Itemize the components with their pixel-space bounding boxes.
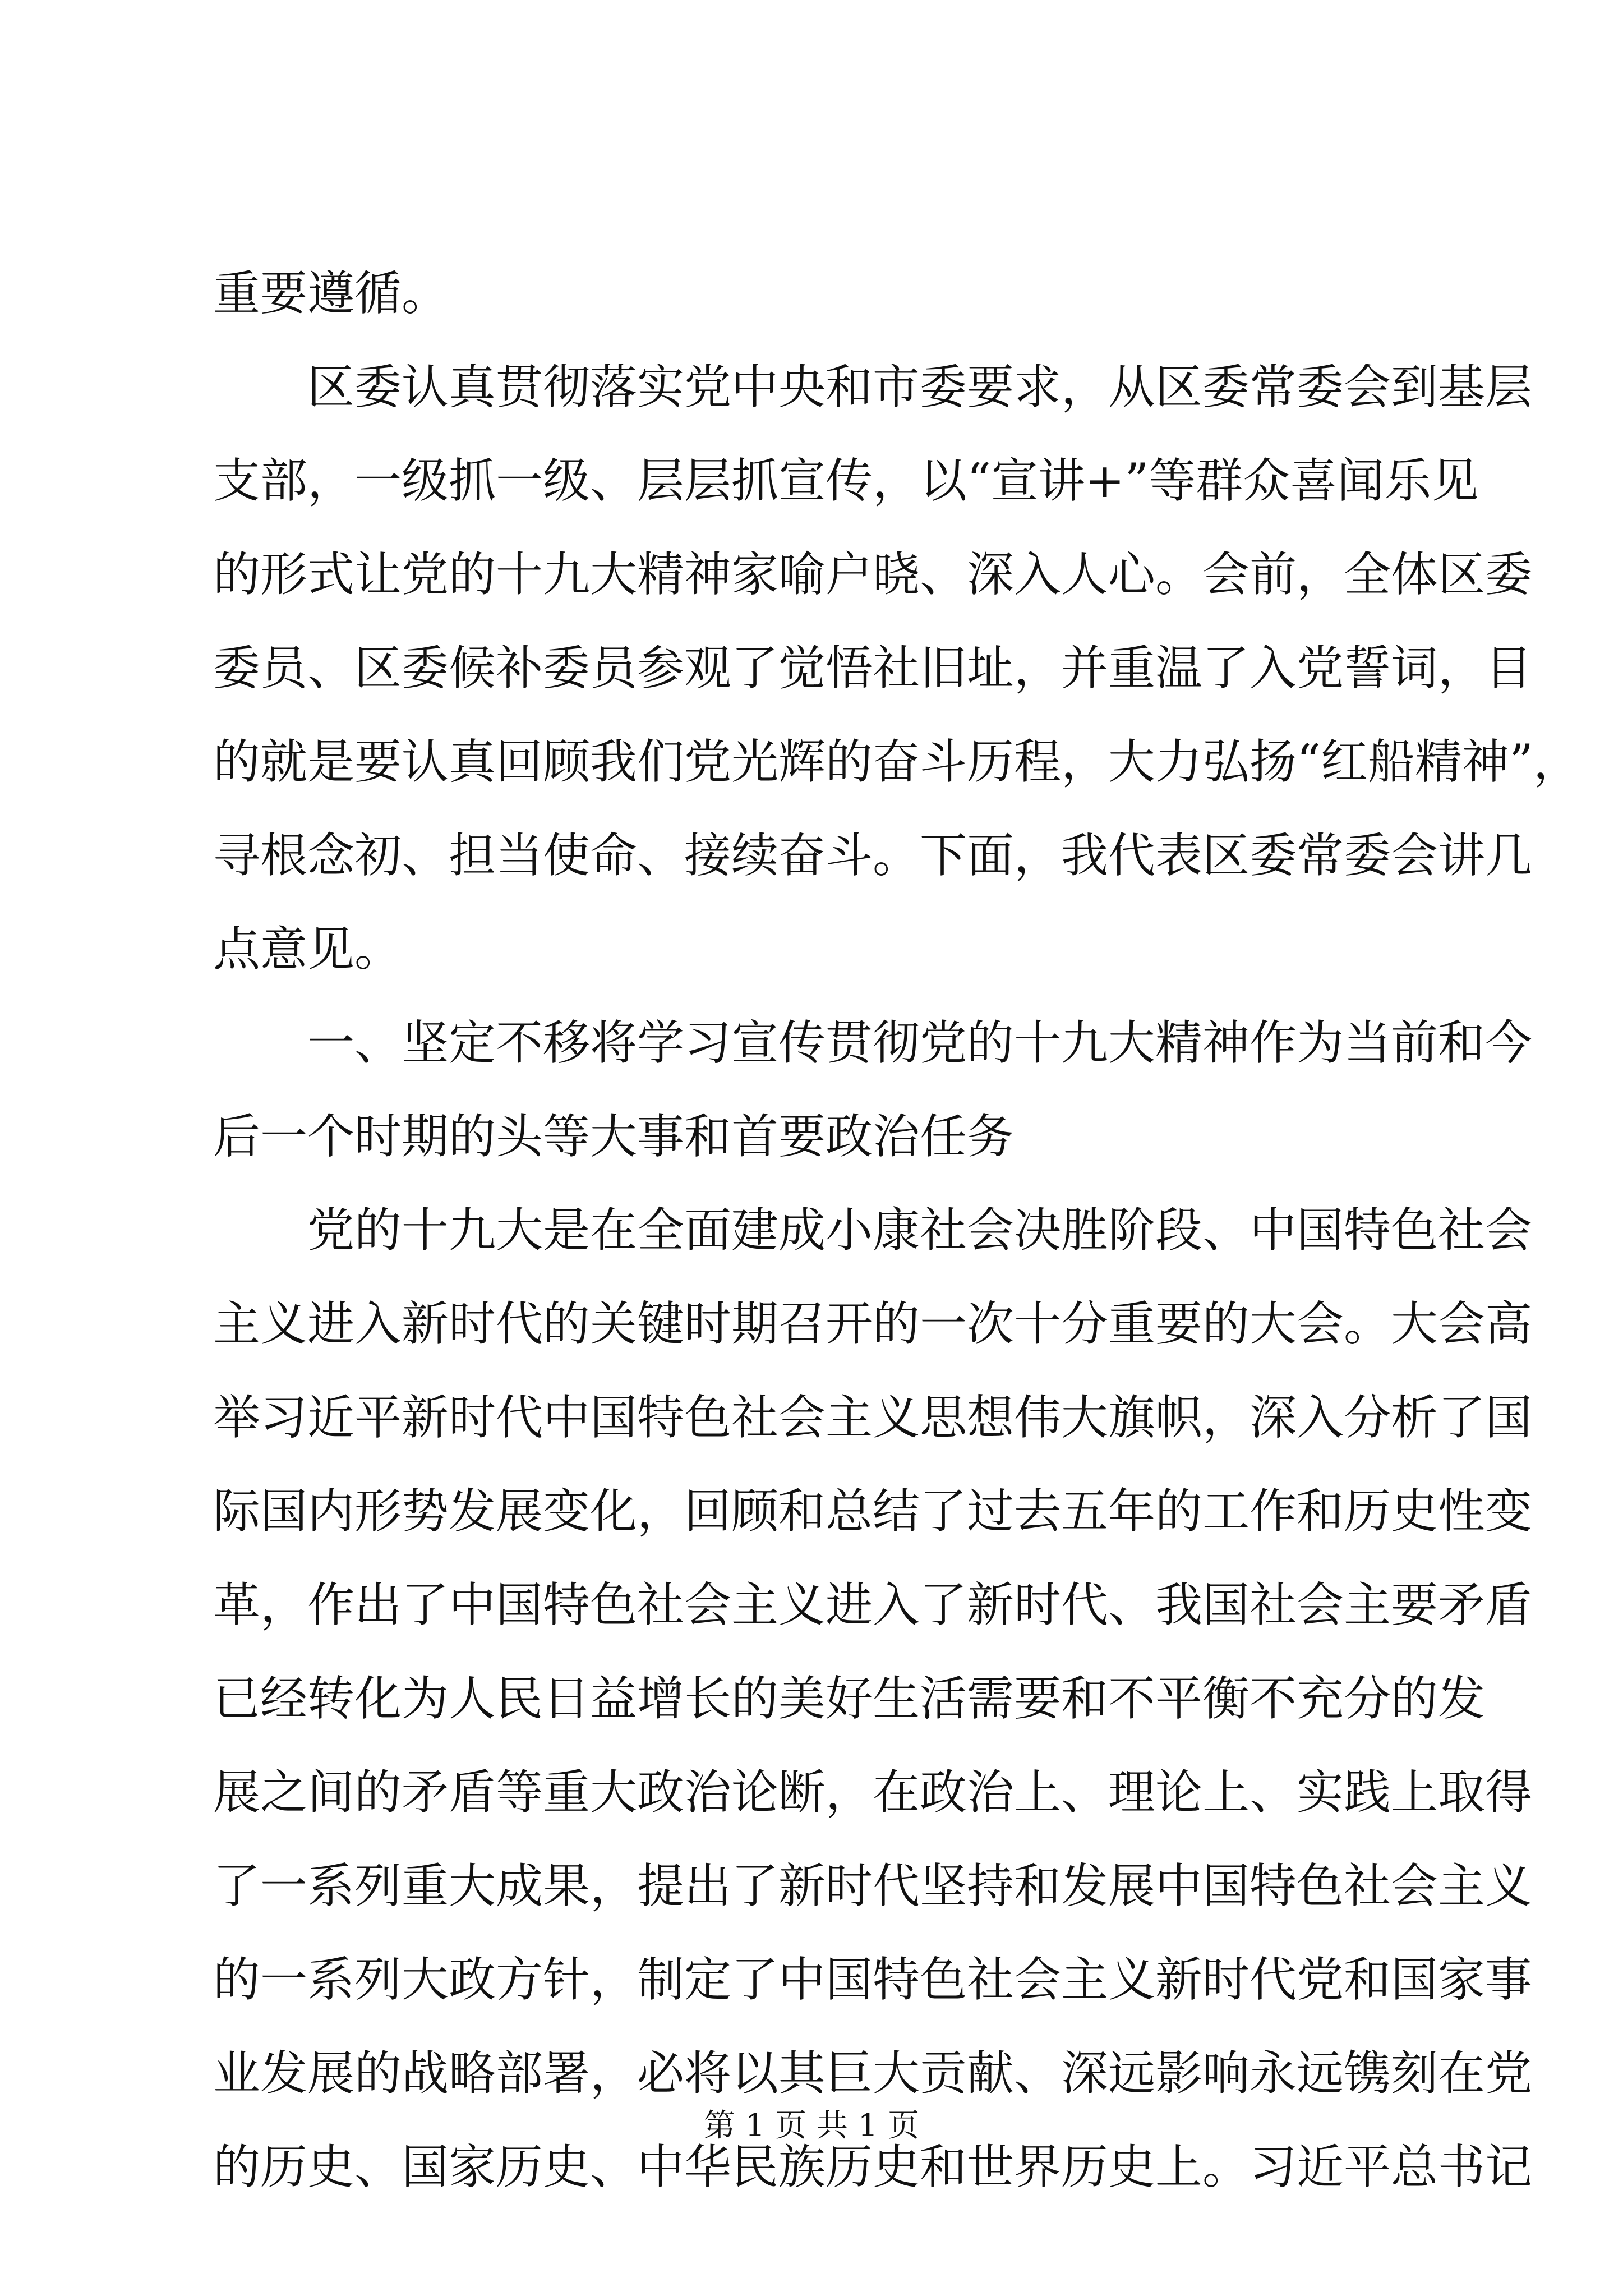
page-number-footer: 第 1 页 共 1 页 — [703, 2108, 920, 2144]
document-body — [213, 247, 1580, 2214]
text-line: 的一系列大政方针，制定了中国特色社会主义新时代党和国家事 — [213, 1952, 1533, 2007]
paragraph-first-line: 党的十九大是在全面建成小康社会决胜阶段、中国特色社会 — [307, 1203, 1533, 1258]
text-line: 点意见。 — [213, 922, 402, 977]
text-line: 际国内形势发展变化，回顾和总结了过去五年的工作和历史性变 — [213, 1484, 1533, 1539]
text-line: 主义进入新时代的关键时期召开的一次十分重要的大会。大会高 — [213, 1296, 1533, 1351]
text-line: 展之间的矛盾等重大政治论断，在政治上、理论上、实践上取得 — [213, 1765, 1533, 1820]
text-line: 委员、区委候补委员参观了觉悟社旧址，并重温了入党誓词，目 — [213, 641, 1533, 696]
text-line: 举习近平新时代中国特色社会主义思想伟大旗帜，深入分析了国 — [213, 1390, 1533, 1445]
text-line: 革，作出了中国特色社会主义进入了新时代、我国社会主要矛盾 — [213, 1577, 1533, 1632]
text-line: 了一系列重大成果，提出了新时代坚持和发展中国特色社会主义 — [213, 1858, 1533, 1913]
text-line: 已经转化为人民日益增长的美好生活需要和不平衡不充分的发 — [213, 1671, 1486, 1726]
text-line: 的形式让党的十九大精神家喻户晓、深入人心。会前，全体区委 — [213, 547, 1533, 602]
text-line: 重要遵循。 — [213, 266, 449, 321]
text-line: 的就是要认真回顾我们党光辉的奋斗历程，大力弘扬“红船精神”， — [213, 734, 1580, 789]
text-line: 业发展的战略部署，必将以其巨大贡献、深远影响永远镌刻在党 — [213, 2046, 1533, 2101]
text-line: 寻根念初、担当使命、接续奋斗。下面，我代表区委常委会讲几 — [213, 828, 1533, 883]
section-heading-line: 后一个时期的头等大事和首要政治任务 — [213, 1109, 1015, 1164]
paragraph-first-line: 区委认真贯彻落实党中央和市委要求，从区委常委会到基层 — [307, 360, 1533, 415]
section-heading-line: 一、坚定不移将学习宣传贯彻党的十九大精神作为当前和今 — [307, 1015, 1533, 1070]
text-line: 支部，一级抓一级、层层抓宣传，以“宣讲+”等群众喜闻乐见 — [213, 453, 1479, 508]
text-line: 的历史、国家历史、中华民族历史和世界历史上。习近平总书记 — [213, 2139, 1533, 2194]
